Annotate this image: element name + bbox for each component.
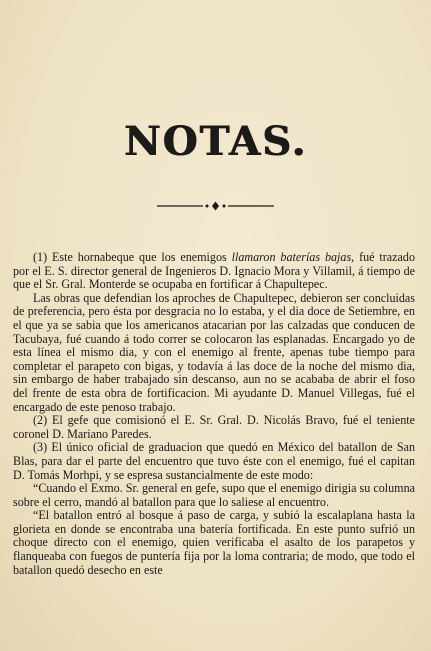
italic-phrase: llamaron baterías bajas xyxy=(231,250,352,264)
ornament-divider-icon xyxy=(157,200,274,212)
note-paragraph: (3) El único oficial de graduacion que quedó en México del batallon de San Blas, para dar el parte del encuentro que tuvo éste con el enemigo, fué el capitan D. Tomás Morhpi, y se espresa sustancialmente de este modo: xyxy=(13,440,415,482)
note-paragraph: “El batallon entró al bosque á paso de carga, y subió la escalaplana hasta la glorieta en donde se encontraba una batería fortificada. En este punto sufrió un choque directo con el enemigo, quien verificaba el asalto de los parapetos y flanqueaba con fuegos de puntería fija por la loma contraria; de modo, que todo el batallon quedó desecho en este xyxy=(13,508,415,577)
note-paragraph: Las obras que defendian los aproches de Chapultepec, debieron ser concluidas de preferencia, pero ésta por desgracia no lo estaba, y el dia doce de Setiembre, en el que ya se sabia que los americanos atacarian por las calzadas que conducen de Tacubaya, fué cuando á todo correr se colocaron las esplanadas. Encargado yo de esta línea el mismo dia, y con el enemigo al frente, apenas tube tiempo para completar el parapeto con bigas, y todavía á las doce de la noche del mismo dia, sin embargo de haber trabajado sin descanso, aun no se acababa de abrir el foso del frente de esta obra de fortificacion. Mi ayudante D. Manuel Villegas, fué el encargado de este penoso trabajo. xyxy=(13,290,415,414)
note-paragraph: “Cuando el Exmo. Sr. general en gefe, supo que el enemigo dirigia su columna sobre el cerro, mandó al batallon para que lo saliese al encuentro. xyxy=(13,481,415,509)
note-paragraph: (2) El gefe que comisionó el E. Sr. Gral. D. Nicolás Bravo, fué el teniente coronel D. Mariano Paredes. xyxy=(13,413,415,441)
note-paragraph: (1) Este hornabeque que los enemigos llamaron baterías bajas, fué trazado por el E. S. director general de Ingenieros D. Ignacio Mora y Villamil, á tiempo de que el Sr. Gral. Monterde se ocupaba en fortificar á Chapultepec. xyxy=(13,250,416,292)
notes-body xyxy=(13,251,415,577)
page-title: NOTAS. xyxy=(123,118,308,165)
